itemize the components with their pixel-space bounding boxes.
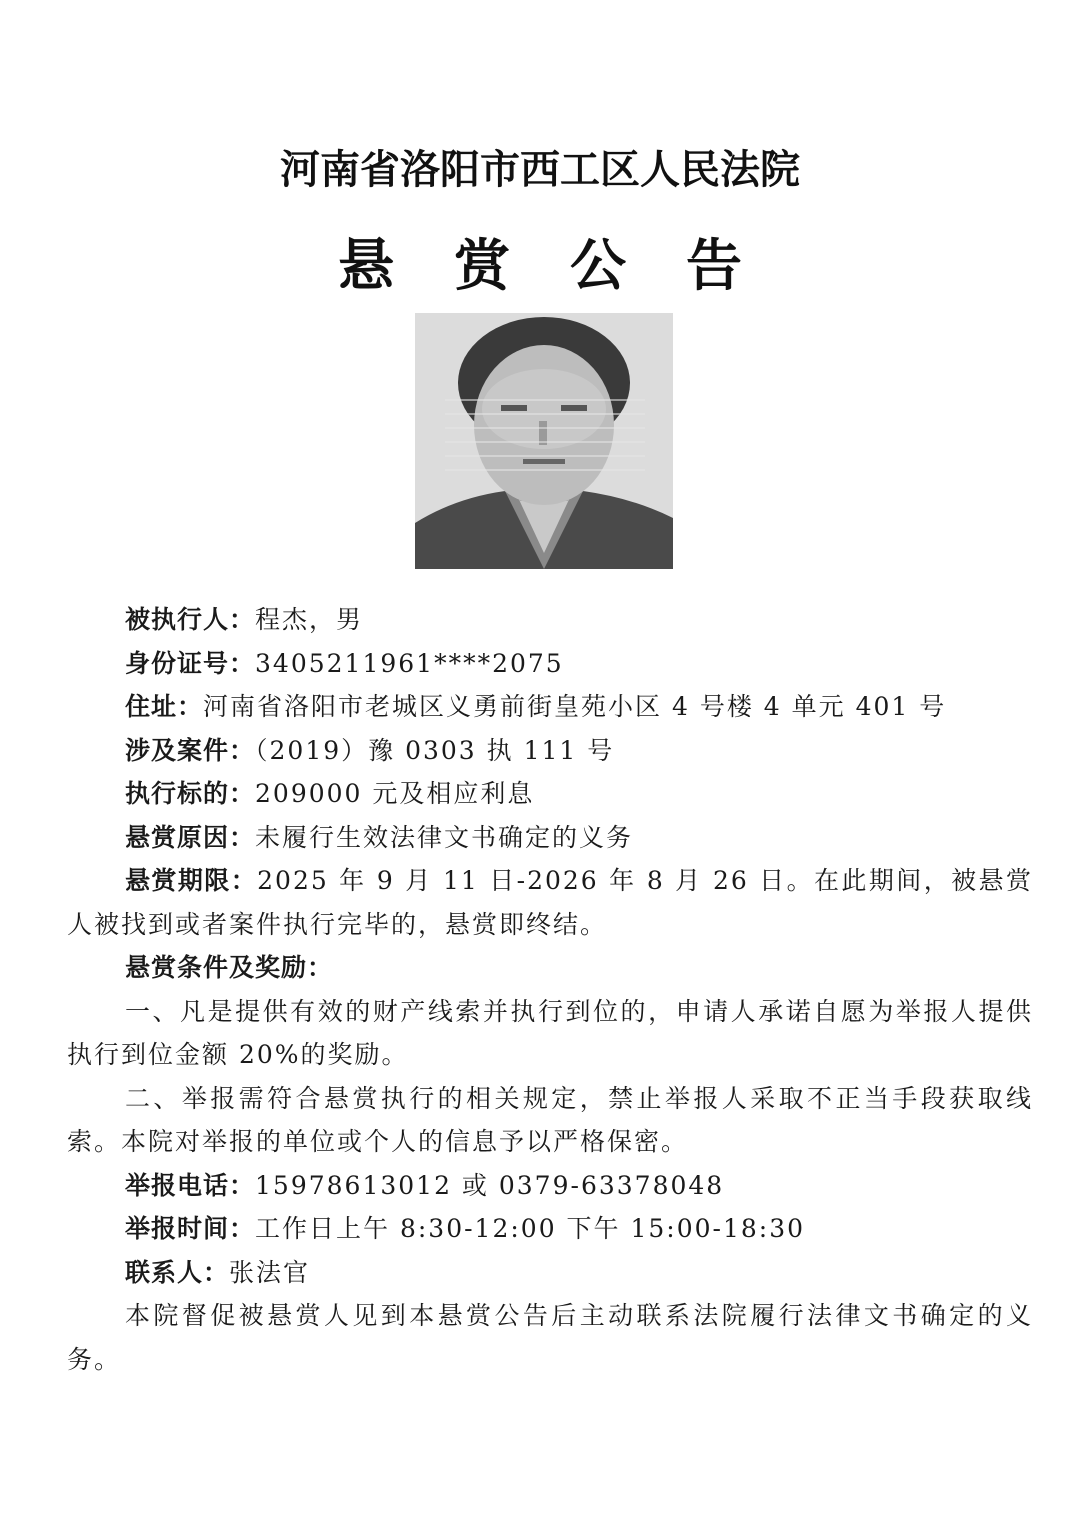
phone-row (67, 1164, 1033, 1208)
target-value: 209000 元及相应利息 (255, 779, 535, 808)
address-value: 河南省洛阳市老城区义勇前街皇苑小区 4 号楼 4 单元 401 号 (203, 692, 947, 721)
case-label: 涉及案件： (125, 735, 256, 765)
conditions-heading: 悬赏条件及奖励： (125, 953, 334, 982)
reason-row (67, 816, 1033, 860)
id-number-row (67, 642, 1033, 686)
subject-row (67, 598, 1033, 642)
case-value: （2019）豫 0303 执 111 号 (255, 735, 615, 765)
hours-row (67, 1207, 1033, 1251)
contact-label: 联系人： (125, 1257, 230, 1287)
address-row (67, 685, 1033, 729)
court-name: 河南省洛阳市西工区人民法院 (280, 146, 800, 193)
period-value: 2025 年 9 月 11 日-2026 年 8 月 26 日。在此期间，被悬赏人被找到或者案件执行完毕的，悬赏即终结。 (67, 866, 1033, 939)
case-row (67, 729, 1033, 773)
period-label: 悬赏期限： (125, 866, 258, 895)
conditions-heading-row (67, 946, 1033, 990)
period-paragraph (67, 859, 1033, 946)
hours-label: 举报时间： (125, 1214, 256, 1243)
id-number-value: 3405211961****2075 (255, 648, 564, 678)
closing-paragraph: 本院督促被悬赏人见到本悬赏公告后主动联系法院履行法律文书确定的义务。 (67, 1301, 1033, 1374)
notice-title: 悬赏公告 (338, 233, 802, 299)
target-label: 执行标的： (125, 779, 256, 808)
id-number-label: 身份证号： (125, 648, 256, 678)
condition-2: 二、举报需符合悬赏执行的相关规定，禁止举报人采取不正当手段获取线索。本院对举报的单位或个人的信息予以严格保密。 (67, 1083, 1033, 1156)
condition-1: 一、凡是提供有效的财产线索并执行到位的，申请人承诺自愿为举报人提供执行到位金额 20%的奖励。 (67, 996, 1033, 1069)
contact-value: 张法官 (229, 1257, 311, 1287)
notice-body (67, 598, 1033, 1381)
subject-label: 被执行人： (125, 605, 256, 634)
phone-label: 举报电话： (125, 1170, 256, 1200)
hours-value: 工作日上午 8:30-12:00 下午 15:00-18:30 (255, 1214, 806, 1243)
person-portrait-icon (415, 313, 673, 569)
phone-value: 15978613012 或 0379-63378048 (255, 1170, 725, 1200)
address-label: 住址： (125, 692, 204, 721)
contact-row (67, 1251, 1033, 1295)
target-row (67, 772, 1033, 816)
reason-label: 悬赏原因： (125, 822, 256, 852)
subject-value: 程杰，男 (255, 605, 364, 634)
reason-value: 未履行生效法律文书确定的义务 (255, 822, 634, 852)
